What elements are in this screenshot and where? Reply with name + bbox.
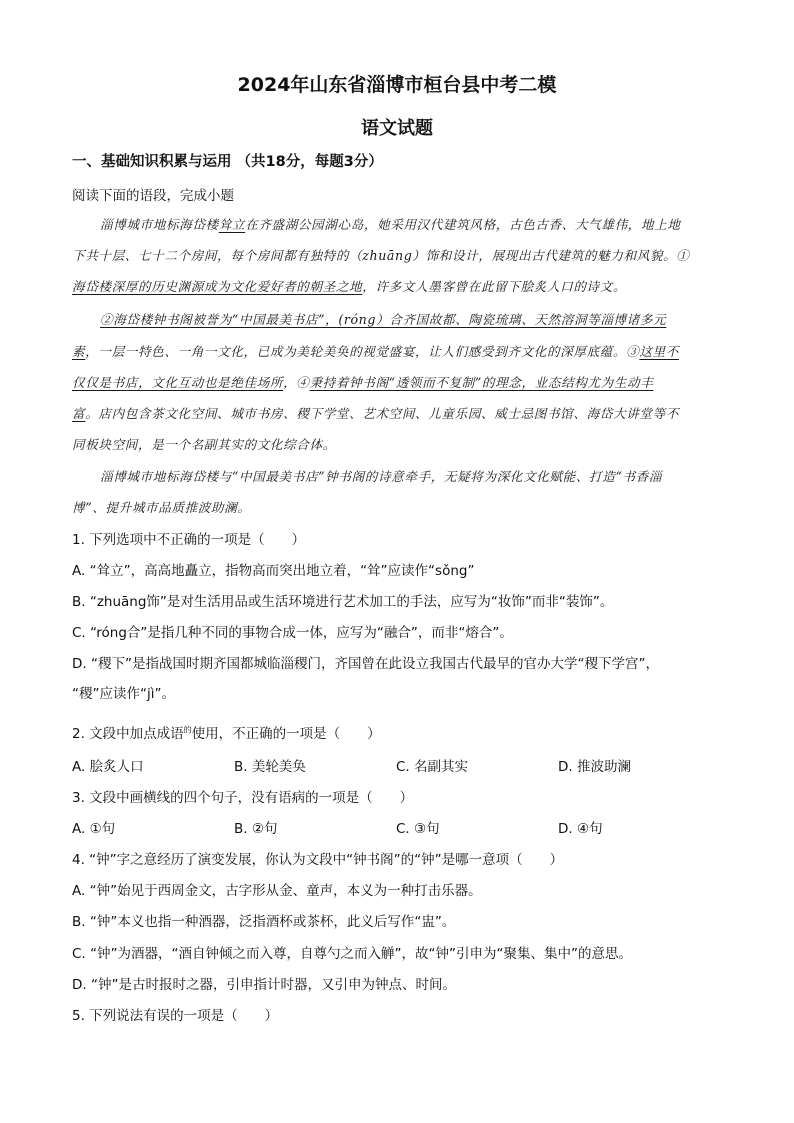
question-1-option-d-cont: “稷”应读作“jì”。 [72, 686, 175, 702]
question-2-stem-text: 使用，不正确的一项是（ ） [191, 726, 381, 742]
passage-underlined-sentence-3-start: 这里不 [639, 344, 679, 359]
question-2-stem-text: 2. 文段中加点成语 [72, 726, 184, 742]
question-3-stem: 3. 文段中画横线的四个句子，没有语病的一项是（ ） [72, 790, 414, 806]
question-1-stem: 1. 下列选项中不正确的一项是（ ） [72, 532, 306, 548]
question-4-option-b[interactable]: B. “钟”本义也指一种酒器，泛指酒杯或茶杯，此义后写作“盅”。 [72, 914, 456, 930]
passage-p3-line1: 淄博城市地标海岱楼与“中国最美书店”钟书阁的诗意牵手，无疑将为深化文化赋能、打造“书香淄 [100, 469, 663, 484]
question-4-stem: 4. “钟”字之意经历了演变发展，你认为文段中“钟书阁”的“钟”是哪一意项（ ） [72, 852, 564, 868]
question-4-option-c[interactable]: C. “钟”为酒器，“酒自钟倾之而入尊，自尊勺之而入觯”，故“钟”引申为“聚集、集中”的意思。 [72, 946, 632, 962]
question-3-option-a[interactable]: A. ①句 [72, 821, 116, 837]
passage-text: 淄博城市地标海岱楼 [100, 217, 219, 232]
passage-p2-line4 [72, 403, 679, 422]
passage-p2-line1: ②海岱楼钟书阁被誉为“中国最美书店”，(róng）合齐国故都、陶瓷琉璃、天然溶洞等淄博诸多元 [100, 312, 667, 327]
question-2-option-d[interactable]: D. 推波助澜 [558, 759, 631, 775]
exam-title: 2024年山东省淄博市桓台县中考二模 [237, 74, 557, 96]
question-2-option-a[interactable]: A. 脍炙人口 [72, 759, 144, 775]
exam-subtitle: 语文试题 [361, 118, 433, 139]
question-4-option-d[interactable]: D. “钟”是古时报时之器，引申指计时器，又引申为钟点、时间。 [72, 977, 456, 993]
passage-underlined-sentence-1: 海岱楼深厚的历史渊源成为文化爱好者的朝圣之地 [72, 279, 363, 294]
passage-p2-line5: 同板块空间，是一个名副其实的文化综合体。 [72, 437, 336, 452]
question-5-stem: 5. 下列说法有误的一项是（ ） [72, 1008, 279, 1024]
passage-p1-line3 [72, 276, 626, 295]
passage-underlined-sentence-3-end: 仅仅是书店，文化互动也是绝佳场所 [72, 375, 284, 390]
passage-text: ，一层一特色、一角一文化，已成为美轮美奂的视觉盛宴，让人们感受到齐文化的深厚底蕴。③ [85, 344, 640, 359]
question-1-option-c[interactable]: C. “róng合”是指几种不同的事物合成一体，应写为“融合”，而非“熔合”。 [72, 625, 513, 641]
question-2-option-c[interactable]: C. 名副其实 [396, 759, 469, 775]
question-2-option-b[interactable]: B. 美轮美奂 [234, 759, 306, 775]
question-4-option-a[interactable]: A. “钟”始见于西周金文，古字形从金、童声，本义为一种打击乐器。 [72, 883, 482, 899]
passage-text: ，④ [283, 375, 310, 390]
passage-underlined-word: 耸立 [218, 217, 246, 232]
passage-p2-line2 [72, 341, 679, 360]
section-heading: 一、基础知识积累与运用 （共18分，每题3分） [72, 154, 383, 170]
passage-underlined-sentence-2-end: 素 [72, 344, 86, 359]
question-3-option-c[interactable]: C. ③句 [396, 821, 440, 837]
passage-p1-line1 [100, 214, 681, 233]
passage-text: ，许多文人墨客曾在此留下脍炙人口的诗文。 [362, 279, 627, 294]
question-1-option-b[interactable]: B. “zhuāng饰”是对生活用品或生活环境进行艺术加工的手法，应写为“妆饰”而非“装饰”。 [72, 594, 614, 610]
question-1-option-d[interactable]: D. “稷下”是指战国时期齐国都城临淄稷门，齐国曾在此设立我国古代最早的官办大学“稷下学宫”， [72, 656, 659, 672]
passage-underlined-sentence-4-end: 富 [72, 406, 86, 421]
passage-p3-line2: 博”、提升城市品质推波助澜。 [72, 500, 251, 515]
question-1-option-a[interactable]: A. “耸立”，高高地矗立，指物高而突出地立着，“耸”应读作“sǒng” [72, 563, 475, 579]
passage-text: 在齐盛湖公园湖心岛，她采用汉代建筑风格，古色古香、大气雄伟，地上地 [245, 217, 681, 232]
question-2-stem [72, 722, 381, 742]
instruction: 阅读下面的语段，完成小题 [72, 188, 234, 204]
question-3-option-b[interactable]: B. ②句 [234, 821, 278, 837]
passage-p1-line2: 下共十层、七十二个房间，每个房间都有独特的（zhuāng）饰和设计，展现出古代建筑的魅力和风貌。① [72, 248, 690, 263]
question-3-option-d[interactable]: D. ④句 [558, 821, 603, 837]
passage-text: 。店内包含茶文化空间、城市书房、稷下学堂、艺术空间、儿童乐园、威士忌图书馆、海岱大讲堂等不 [85, 406, 679, 421]
question-2-stem-superscript: 的 [183, 725, 192, 735]
passage-p2-line3 [72, 372, 653, 391]
passage-underlined-sentence-4-start: 秉持着钟书阁“透领而不复制”的理念，业态结构尤为生动丰 [309, 375, 654, 390]
